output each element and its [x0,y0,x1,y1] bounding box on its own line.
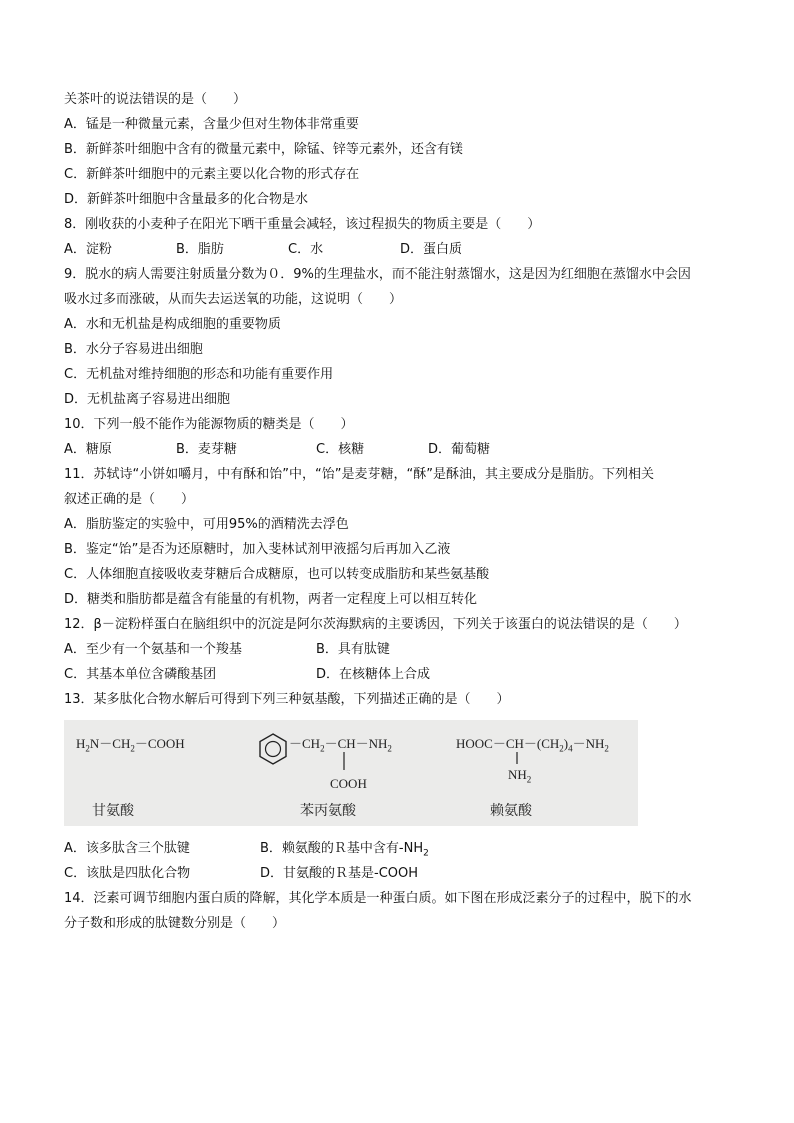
q10-option-b: B．麦芽糖 [176,442,237,457]
q13-option-b: B．赖氨酸的Ｒ基中含有$-NH_2$ [260,841,429,859]
q12-option-c: C．其基本单位含磷酸基团 [64,667,217,682]
q11-option-c: C．人体细胞直接吸收麦芽糖后合成糖原，也可以转变成脂肪和某些氨基酸 [64,567,490,582]
q7-option-b: B．新鲜茶叶细胞中含有的微量元素中，除锰、锌等元素外，还含有镁 [64,142,463,157]
q13-option-c: C．该肽是四肽化合物 [64,866,191,881]
phenylalanine-label: 苯丙氨酸 [300,803,356,819]
lysine-label: 赖氨酸 [490,803,532,819]
q12-option-d: D．在核糖体上合成 [316,667,431,682]
glycine-formula: $H_2N-CH_2-COOH$ [76,736,185,754]
q8-option-d: D．蛋白质 [400,242,463,257]
q7-option-d: D．新鲜茶叶细胞中含量最多的化合物是水 [64,192,309,207]
q10-option-d: D．葡萄糖 [428,442,491,457]
lysine-formula: $HOOC-CH-(CH_2)_4-NH_2$ [456,736,609,754]
q11-stem-line1: 11．苏轼诗“小饼如嚼月，中有酥和饴”中，“饴”是麦芽糖，“酥”是酥油，其主要成分是脂肪。下列相关 [64,467,654,482]
q7-option-a: A．锰是一种微量元素，含量少但对生物体非常重要 [64,117,359,132]
q10-stem: 10．下列一般不能作为能源物质的糖类是（ ） [64,417,354,432]
q12-option-a: A．至少有一个氨基和一个羧基 [64,642,242,657]
q7-option-c: C．新鲜茶叶细胞中的元素主要以化合物的形式存在 [64,167,360,182]
q8-option-c: C．水 [288,242,324,257]
q11-option-b: B．鉴定“饴”是否为还原糖时，加入斐林试剂甲液摇匀后再加入乙液 [64,542,451,557]
glycine-label: 甘氨酸 [92,803,134,819]
q9-stem-line2: 吸水过多而涨破，从而失去运送氧的功能，这说明（ ） [64,292,403,307]
q11-option-d: D．糖类和脂肪都是蕴含有能量的有机物，两者一定程度上可以相互转化 [64,592,478,607]
q13-option-a: A．该多肽含三个肽键 [64,841,190,856]
q10-option-c: C．核糖 [316,442,365,457]
lysine-nh2: $NH_2$ [508,767,532,785]
q11-option-a: A．脂肪鉴定的实验中，可用95%的酒精洗去浮色 [64,517,349,532]
q9-option-d: D．无机盐离子容易进出细胞 [64,392,231,407]
q11-stem-line2: 叙述正确的是（ ） [64,492,195,507]
q12-stem: 12．β－淀粉样蛋白在脑组织中的沉淀是阿尔茨海默病的主要诱因，下列关于该蛋白的说法错误的是（ ） [64,617,687,632]
q12-option-b: B．具有肽键 [316,642,390,657]
q8-option-b: B．脂肪 [176,242,224,257]
q13-stem: 13．某多肽化合物水解后可得到下列三种氨基酸，下列描述正确的是（ ） [64,692,510,707]
q9-option-c: C．无机盐对维持细胞的形态和功能有重要作用 [64,367,334,382]
amino-acid-figure [64,720,638,826]
q7-stem-end: 关茶叶的说法错误的是（ ） [64,92,247,107]
q8-option-a: A．淀粉 [64,242,112,257]
q9-option-a: A．水和无机盐是构成细胞的重要物质 [64,317,281,332]
q13-option-d: D．甘氨酸的Ｒ基是-COOH [260,866,419,881]
q8-stem: 8．刚收获的小麦种子在阳光下晒干重量会减轻，该过程损失的物质主要是（ ） [64,217,541,232]
q14-stem-line1: 14．泛素可调节细胞内蛋白质的降解，其化学本质是一种蛋白质。如下图在形成泛素分子的过程中，脱下的水 [64,891,692,906]
q10-option-a: A．糖原 [64,442,112,457]
phenylalanine-cooh: COOH [330,776,367,791]
q14-stem-line2: 分子数和形成的肽键数分别是（ ） [64,916,286,931]
q9-option-b: B．水分子容易进出细胞 [64,342,203,357]
q9-stem-line1: 9．脱水的病人需要注射质量分数为０．9%的生理盐水，而不能注射蒸馏水，这是因为红细胞在蒸馏水中会因 [64,267,691,282]
phenylalanine-formula: $-CH_2-CH-NH_2$ [289,736,392,754]
